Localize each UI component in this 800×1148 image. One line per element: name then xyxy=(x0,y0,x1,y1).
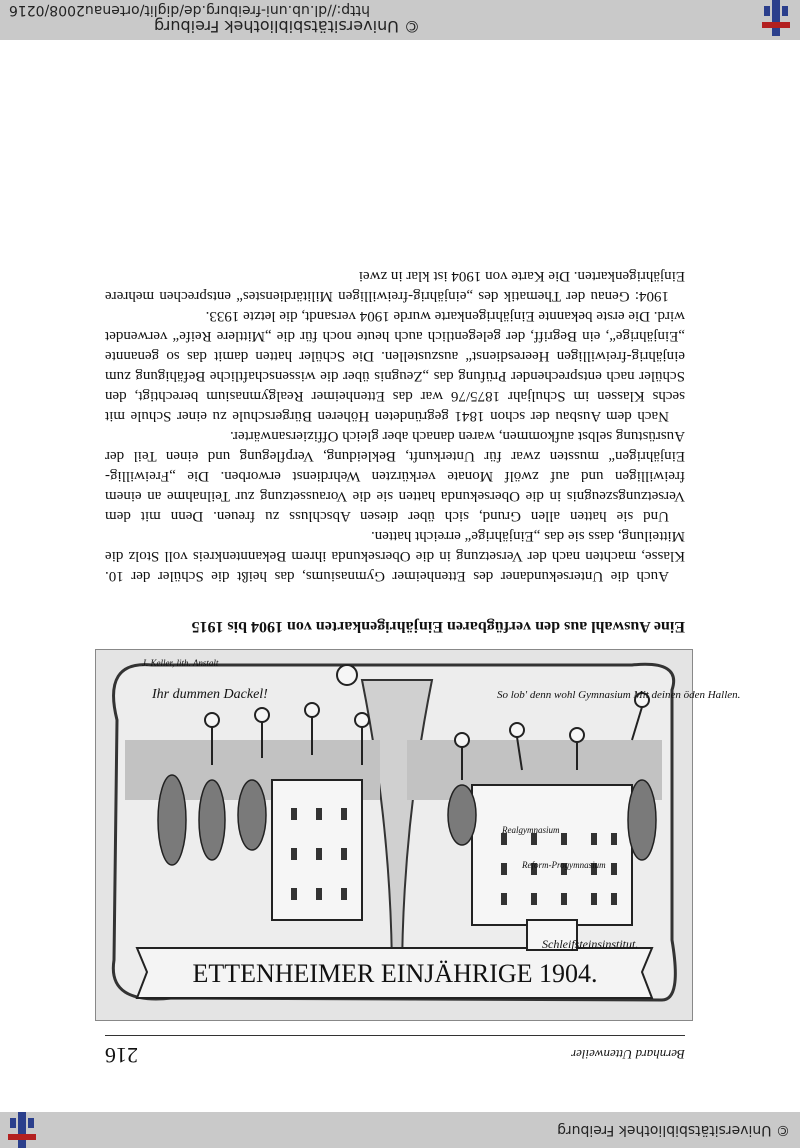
right-building xyxy=(272,780,362,920)
label-realgymnasium: Realgymnasium xyxy=(502,825,560,835)
banner-ribbon xyxy=(137,948,652,998)
bottom-copyright: © Universitätsbibliothek Freiburg xyxy=(153,17,420,36)
page-number: 216 xyxy=(105,1043,138,1068)
bottom-bar xyxy=(0,0,800,40)
caption-right: So lob' denn wohl Gymnasium Mit deinen öden Hallen. xyxy=(497,689,741,701)
figure-caption: Eine Auswahl aus den verfügbaren Einjährigenkarten von 1904 bis 1915 xyxy=(191,618,685,635)
paragraph: Nach dem Ausbau der schon 1841 gegründeten Höheren Bürgerschule zu einer Schule mit sechs Klassen im Schuljahr 1875/76 war das Ettenheimer Realgymnasium berechtigt, den Schüler nach entsprechender Prüfung das „Zeugnis über die wissenschaftliche Befähigung zum einjährig-freiwilligen Heeresdienst“ auszustellen. Die Schüler hatten damit das so genannte „Einjährige“, ein Begriff, der gelegentlich auch heute noch für die „Mittlere Reife“ verwendet wird. Die erste bekannte Einjährigenkarte wurde 1904 versandt, die letzte 1933. xyxy=(105,308,685,424)
signature: J. Keller, lith. Anstalt xyxy=(142,658,219,668)
university-logo-icon xyxy=(758,0,794,36)
caption-left: Ihr dummen Dackel! xyxy=(152,687,268,702)
label-school: Schleifsteinsinstitut. xyxy=(542,937,639,951)
paragraph: 1904: Genau der Thematik des „einjährig-freiwilligen Militärdienstes“ entsprechen mehrere Einjährigenkarten. Die Karte von 1904 ist klar in zwei xyxy=(105,268,685,304)
author-name: Bernhard Uttenweiler xyxy=(571,1047,685,1062)
top-copyright: © Universitätsbibliothek Freiburg xyxy=(557,1122,790,1138)
postcard-illustration xyxy=(95,649,741,1021)
postcard-drawing xyxy=(96,650,741,1020)
label-building: Reform-Progymnasium xyxy=(522,860,606,870)
banner-text: ETTENHEIMER EINJÄHRIGE 1904. xyxy=(192,959,598,988)
top-bar xyxy=(0,1112,800,1148)
paragraph: Auch die Untersekundaner des Ettenheimer Gymnasiums, das heißt die Schüler der 10. Klasse, machten nach der Versetzung in die Obersekunda ihrem Bekanntenkreis voll Stolz die Mitteilung, dass sie das „Einjährige“ erreicht hatten. xyxy=(105,528,685,584)
body-text xyxy=(105,266,685,586)
university-logo-icon xyxy=(4,1112,40,1148)
page-url[interactable]: http://dl.ub.uni-freiburg.de/diglit/ortenau2008/0216 xyxy=(8,2,370,18)
paragraph: Und sie hatten allen Grund, sich über diesen Abschluss zu freuen. Denn mit dem Versetzungszeugnis in die Obersekunda hatten sie die Voraussetzung zur Teilnahme an einem freiwilligen und auf zwölf Monate verkürzten Wehrdienst erworben. Die „Freiwillig-Einjährigen“ mussten zwar für Unterkunft, Bekleidung, Verpflegung und einen Teil der Ausrüstung selbst aufkommen, waren danach aber gleich Offiziersanwärter. xyxy=(105,428,685,524)
running-head xyxy=(105,1035,685,1068)
